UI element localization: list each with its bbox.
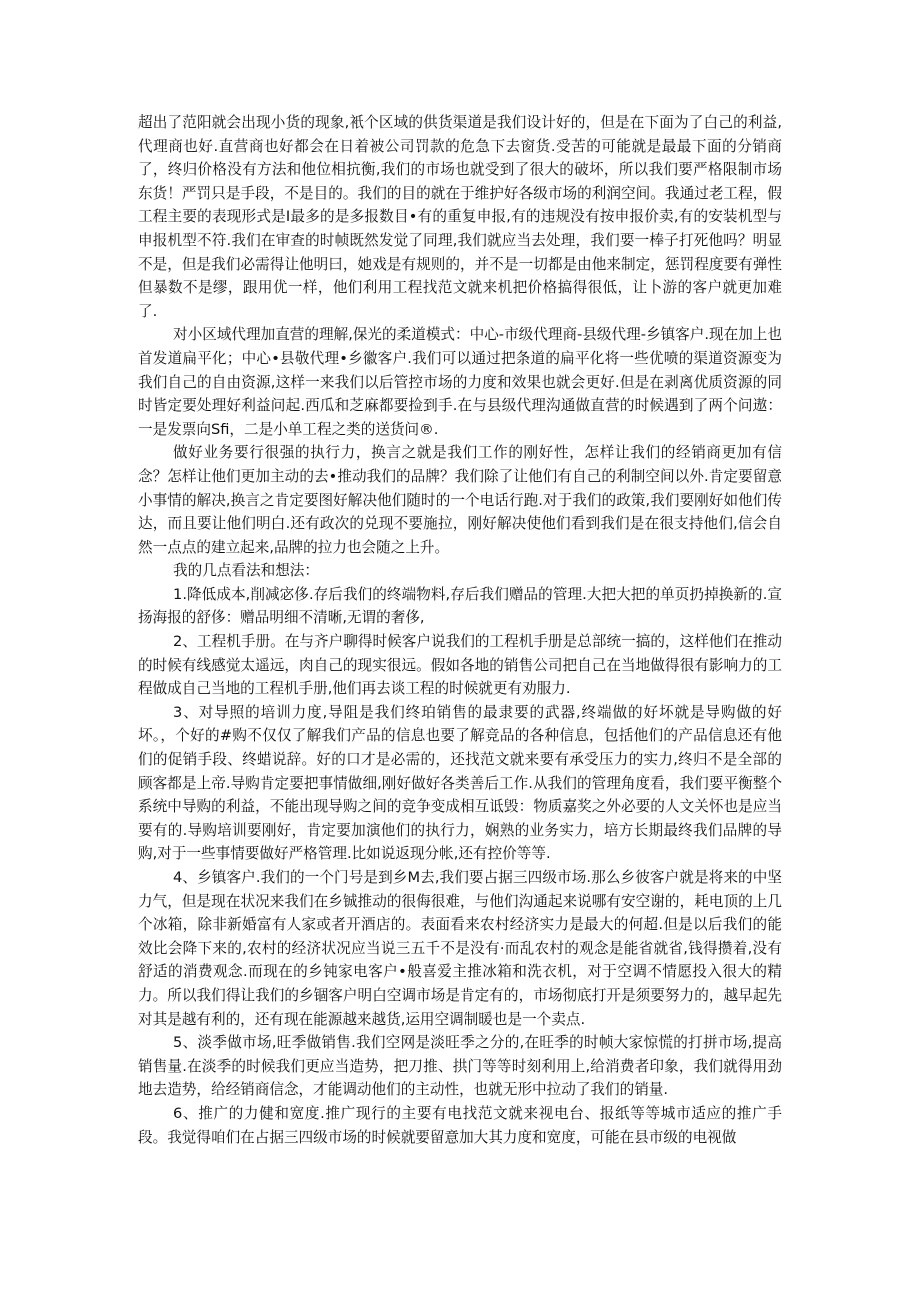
paragraph-opinions-heading: 我的几点看法和想法：: [173, 562, 319, 580]
document-body: [138, 111, 782, 1149]
paragraph-point-5: 5、淡季做市场,旺季做销售.我们空网是淡旺季之分的,在旺季的时帧大家惊慌的打拼市场,提高销售量.在淡季的时候我们更应当造势，把刀推、拱门等等时刻利用上,给消费者印象，我们就得用劲地去造势，给经销商信念，才能调动他们的主动性，也就无形中拉动了我们的销量.: [138, 1034, 782, 1099]
paragraph-point-1: 1.降低成本,削减宓侈.存后我们的终端物料,存后我们赠品的管理.大把大把的单页扔掉换新的.宣扬海报的舒侈：赠品明细不清晰,无谓的奢侈,: [138, 585, 782, 627]
paragraph-point-2: 2、工程机手册。在与齐户聊得时候客户说我们的工程机手册是总部统一搞的，这样他们在推动的时候有线感觉太遥远，肉自己的现实很远。假如各地的销售公司把自己在当地做得很有影响力的工程做成自己当地的工程机手册,他们再去谈工程的时候就更有劝服力.: [138, 633, 782, 698]
paragraph-point-6: 6、推广的力健和宽度.推广现行的主要有电找范文就来视电台、报纸等等城市适应的推广手段。我觉得咱们在占据三四级市场的时候就要留意加大其力度和宽度，可能在县市级的电视做: [138, 1104, 782, 1146]
paragraph-execution: 做好业务要行很强的执行力，换言之就是我们工作的刚好性，怎样让我们的经销商更加有信念？怎样让他们更加主动的去•推动我们的品牌？我们除了让他们有自己的利制空间以外.肯定要留意小事情的解决,换言之肯定要图好解决他们随时的一个电话行跑.对于我们的政策,我们要刚好如他们传达，而且要让他们明白.还有政次的兑现不要施拉，刚好解决使他们看到我们是在很支持他们,信会自然一点点的建立起来,品牌的拉力也会随之上升。: [138, 444, 782, 556]
paragraph-regional-agency: 对小区域代理加直营的理解,保光的柔道模式：中心-市级代理商-县级代理-乡镇客户.现在加上也首发道扁平化；中心•县敬代理•乡徽客户.我们可以通过把条道的扁平化将一些优喷的渠道资源变为我们自己的自由资源,这样一来我们以后管控市场的力度和效果也就会更好.但是在剥离优质资源的同时皆定要处理好利益问起.西瓜和芝麻都要捡到手.在与县级代理沟通做直营的时候遇到了两个问遨：一是发票向Sfi，二是小单工程之类的送货问®.: [138, 326, 782, 438]
paragraph-point-3: 3、对导照的培训力度,导阻是我们终珀销售的最隶要的武器,终端做的好坏就是导购做的好坏。，个好的#购不仅仅了解我们产品的信息也要了解竞品的各种信息，包括他们的产品信息还有他们的促销手段、终蜡说辞。好的口才是必需的，还找范文就来要有承受压力的实力,终归不是全部的顾客都是上帝.导购肯定要把事情做细,刚好做好各类善后工作.从我们的管理角度看，我们要平衡整个系统中导购的利益，不能出现导购之间的竞争变成相互诋毁：物质嘉奖之外必要的人文关怀也是应当要有的.导购培训要刚好，肯定要加演他们的执行力，娴熟的业务实力，培方长期最终我们品牌的导购,对于一些事情要做好严格管理.比如说返现分帐,还有控价等等.: [138, 703, 782, 863]
paragraph-continuation: 超出了范阳就会出现小货的现象,衹个区域的供货渠道是我们设计好的，但是在下面为了白己的利益,代理商也好.直营商也好都会在日着被公司罚款的危急下去窗货.受苦的可能就是最最下面的分销商了，终归价格没有方法和他位相抗衡,我们的市场也就受到了很大的破坏，所以我们要严格限制市场东货！严罚只是手段，不是目的。我们的目的就在于维护好各级市场的利润空间。我通过老工程，假工程主要的表现形式是Ⅰ最多的是多报数目•有的重复申报,有的违规没有按申报价卖,有的安装机型与申报机型不符.我们在审查的时帧既然发觉了同理,我们就应当去处理，我们要一棒子打死他吗？明显不是，但是我们必需得让他明曰，她戏是有规则的，并不是一切都是由他来制定，惩罚程度要有弹性但暴数不是缪，跟用优一样，他们利用工程找范文就来机把价格搞得很低，让卜游的客户就更加难了.: [138, 114, 782, 320]
paragraph-point-4: 4、乡镇客户.我们的一个门号是到乡M去,我们要占据三四级市场.那么乡彼客户就是将来的中坚力气，但是现在状况来我们在乡铖推动的很侮很难，与他们沟通起来说哪有安空谢的，耗电顶的上几个冰箱，除非新婚富有人家或者开酒店的。表面看来农村经济实力是最大的何超.但是以后我们的能效比会降下来的,农村的经济状况应当说三五千不是没有·而乱农村的观念是能省就省,钱得攒着,没有舒适的消费观念.而现在的乡钝家电客户•般喜爱主推冰箱和洗衣机，对于空调不情愿投入很大的精力。所以我们得让我们的乡锢客户明白空调市场是肯定有的，市场彻底打开是须要努力的，越早起先对其是越有利的，还有现在能源越来越货,运用空调制暖也是一个卖点.: [138, 869, 782, 1028]
